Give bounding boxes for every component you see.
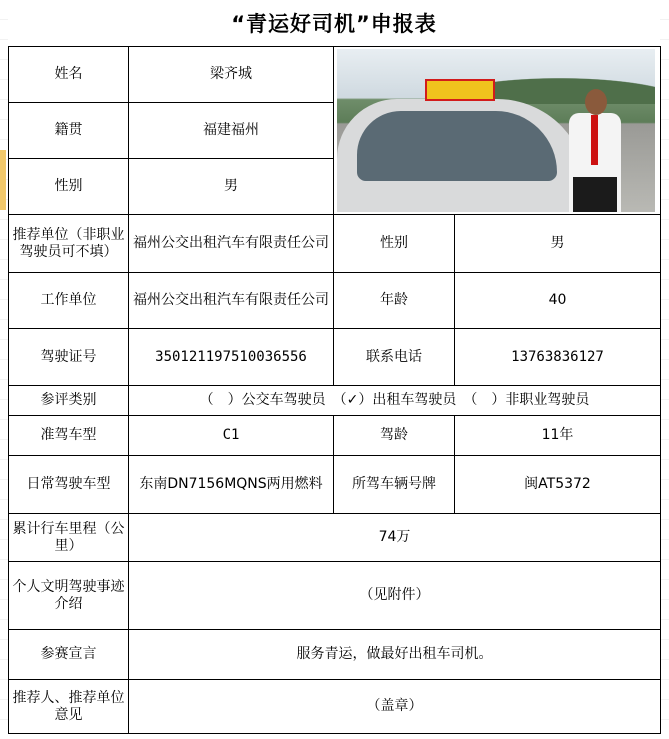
category-value[interactable]: （ ）公交车驾驶员 （✓）出租车驾驶员 （ ）非职业驾驶员: [129, 386, 661, 416]
employer-value[interactable]: 福州公交出租汽车有限责任公司: [129, 273, 334, 329]
license-value[interactable]: 350121197510036556: [129, 329, 334, 386]
age-label: 年龄: [334, 273, 455, 329]
license-label: 驾驶证号: [9, 329, 129, 386]
row-daily-vehicle: [9, 456, 661, 514]
vehicle-class-value[interactable]: C1: [129, 416, 334, 456]
deeds-value[interactable]: （见附件）: [129, 562, 661, 630]
row-employer: [9, 273, 661, 329]
row-category: [9, 386, 661, 416]
origin-value[interactable]: 福建福州: [129, 103, 334, 159]
row-vehicle-class: [9, 416, 661, 456]
application-form-table: [8, 46, 661, 734]
plate-value[interactable]: 闽AT5372: [455, 456, 661, 514]
gender2-label: 性别: [334, 215, 455, 273]
mileage-label: 累计行车里程（公里）: [9, 514, 129, 562]
row-name: [9, 47, 661, 103]
gender-value[interactable]: 男: [129, 159, 334, 215]
phone-value[interactable]: 13763836127: [455, 329, 661, 386]
row-recommender: [9, 215, 661, 273]
declaration-label: 参赛宣言: [9, 630, 129, 680]
form-title: “青运好司机”申报表: [8, 0, 660, 46]
row-deeds: [9, 562, 661, 630]
daily-vehicle-value[interactable]: 东南DN7156MQNS两用燃料: [129, 456, 334, 514]
age-value[interactable]: 40: [455, 273, 661, 329]
mileage-value[interactable]: 74万: [129, 514, 661, 562]
name-label: 姓名: [9, 47, 129, 103]
driving-years-value[interactable]: 11年: [455, 416, 661, 456]
row-license: [9, 329, 661, 386]
declaration-value[interactable]: 服务青运，做最好出租车司机。: [129, 630, 661, 680]
opinion-label: 推荐人、推荐单位意见: [9, 680, 129, 734]
gender-label: 性别: [9, 159, 129, 215]
row-declaration: [9, 630, 661, 680]
gender2-value[interactable]: 男: [455, 215, 661, 273]
row-opinion: [9, 680, 661, 734]
driver-photo: [337, 49, 655, 212]
recommender-label: 推荐单位（非职业驾驶员可不填）: [9, 215, 129, 273]
vehicle-class-label: 准驾车型: [9, 416, 129, 456]
photo-cell: [334, 47, 661, 215]
employer-label: 工作单位: [9, 273, 129, 329]
phone-label: 联系电话: [334, 329, 455, 386]
name-value[interactable]: 梁齐城: [129, 47, 334, 103]
daily-vehicle-label: 日常驾驶车型: [9, 456, 129, 514]
recommender-value[interactable]: 福州公交出租汽车有限责任公司: [129, 215, 334, 273]
row-mileage: [9, 514, 661, 562]
origin-label: 籍贯: [9, 103, 129, 159]
selected-row-marker: [0, 150, 6, 210]
opinion-value[interactable]: （盖章）: [129, 680, 661, 734]
driving-years-label: 驾龄: [334, 416, 455, 456]
category-label: 参评类别: [9, 386, 129, 416]
deeds-label: 个人文明驾驶事迹介绍: [9, 562, 129, 630]
plate-label: 所驾车辆号牌: [334, 456, 455, 514]
